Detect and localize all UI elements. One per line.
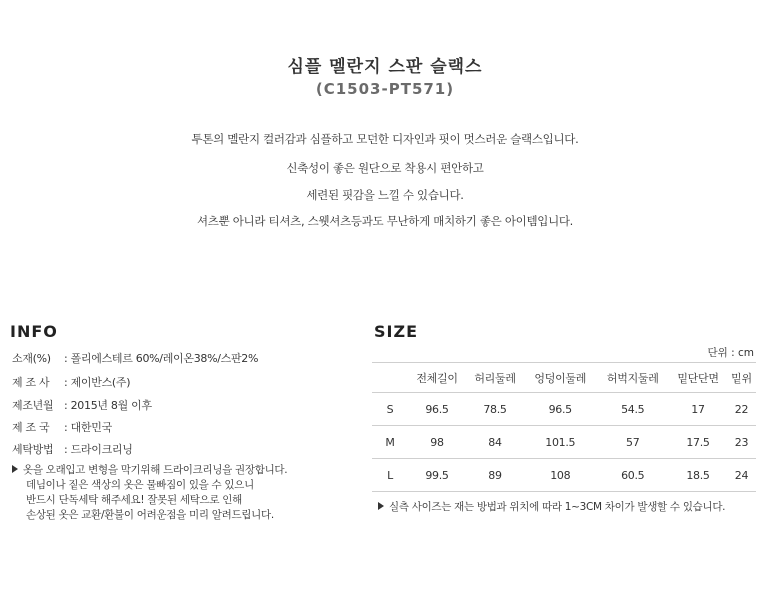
size-note: 실측 사이즈는 재는 방법과 위치에 따라 1~3CM 차이가 발생할 수 있습니다. [378,500,725,515]
table-cell: 108 [550,468,571,482]
info-label: 제조년월 [12,399,54,412]
table-cell: 101.5 [545,435,576,449]
info-value: : 제이반스(주) [64,376,131,389]
info-label: 세탁방법 [12,443,54,456]
description-line: 투톤의 멜란지 컬러감과 심플하고 모던한 디자인과 핏이 멋스러운 슬랙스입니다. [191,132,579,146]
product-title: 심플 멜란지 스판 슬랙스 [287,57,483,77]
table-row [372,426,756,459]
info-row-country [12,419,112,435]
table-cell: 23 [734,435,749,449]
info-label: 제 조 국 [12,421,50,434]
triangle-bullet-icon [12,465,18,473]
header-cell: 엉덩이둘레 [534,371,587,385]
header-cell: 밑위 [731,371,752,385]
description-line: 세련된 핏감을 느낄 수 있습니다. [306,188,464,202]
table-cell: 57 [626,435,640,449]
table-cell: 98 [430,435,444,449]
header-cell: 허리둘레 [474,371,516,385]
care-note: 옷을 오래입고 변형을 막기위해 드라이크리닝을 권장합니다. 데님이나 짙은 색상의 옷은 물빠짐이 있을 수 있으니 반드시 단독세탁 해주세요! 잘못된 세탁으로 인해 손상된 옷은 교환/환불이 어려운점을 미리 알려드립니다. [12,463,287,523]
table-cell: 24 [734,468,749,482]
table-row [372,393,756,426]
info-heading: INFO [10,322,58,341]
info-row-material [12,350,258,366]
table-cell: 60.5 [621,468,645,482]
triangle-bullet-icon [378,502,384,510]
header-cell: 허벅지둘레 [606,371,659,385]
table-row [372,459,756,492]
info-label: 소재(%) [12,352,51,365]
table-cell: 89 [488,468,502,482]
table-cell: 99.5 [425,468,449,482]
description-line: 신축성이 좋은 원단으로 착용시 편안하고 [286,161,484,175]
info-value: : 폴리에스테르 60%/레이온38%/스판2% [64,352,259,365]
table-cell: 84 [488,435,502,449]
size-table [372,362,756,492]
table-cell: 22 [734,402,749,416]
table-cell: 18.5 [686,468,710,482]
description-line: 셔츠뿐 아니라 티셔츠, 스웻셔츠등과도 무난하게 매치하기 좋은 아이템입니다. [196,214,574,228]
table-cell: 17.5 [686,435,710,449]
table-cell: 78.5 [483,402,507,416]
info-value: : 드라이크리닝 [64,443,133,456]
header-cell: 전체길이 [416,371,458,385]
info-row-manufacturer [12,374,130,390]
size-unit: 단위 : cm [707,347,754,359]
product-code: (C1503-PT571) [315,80,455,98]
info-label: 제 조 사 [12,376,50,389]
size-label: M [385,435,395,449]
table-cell: 96.5 [425,402,449,416]
size-label: L [387,468,393,482]
info-value: : 대한민국 [64,421,112,434]
table-cell: 96.5 [548,402,572,416]
header-cell [372,363,408,393]
size-heading: SIZE [374,322,419,341]
info-row-washing [12,441,133,457]
info-row-date [12,397,152,413]
info-value: : 2015년 8월 이후 [64,399,152,412]
table-cell: 17 [691,402,705,416]
size-table-header [372,363,756,393]
table-cell: 54.5 [621,402,645,416]
header-cell: 밑단단면 [677,371,719,385]
size-label: S [386,402,394,416]
